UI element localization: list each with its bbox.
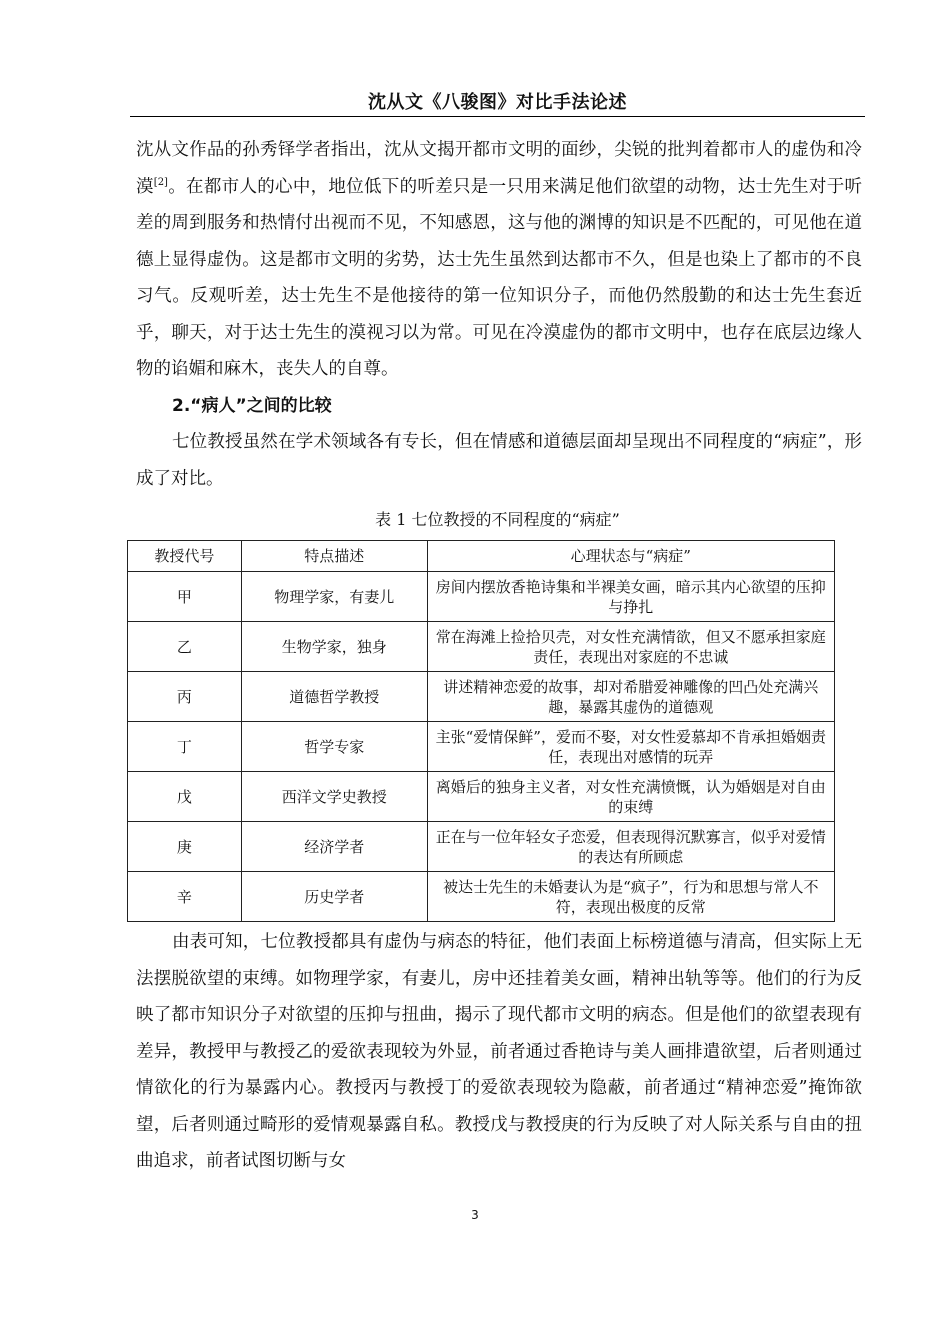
table-cell-feature: 生物学家，独身: [241, 622, 427, 672]
table-cell-feature: 经济学者: [241, 822, 427, 872]
body-top: [136, 132, 862, 497]
header-divider: [130, 116, 865, 117]
column-header: 教授代号: [128, 541, 242, 572]
table-row: [128, 672, 835, 722]
paragraph-3: 由表可知，七位教授都具有虚伪与病态的特征，他们表面上标榜道德与清高，但实际上无法摆脱欲望的束缚。如物理学家，有妻儿，房中还挂着美女画，精神出轨等等。他们的行为反映了都市知识分子对欲望的压抑与扭曲，揭示了现代都市文明的病态。但是他们的欲望表现有差异，教授甲与教授乙的爱欲表现较为外显，前者通过香艳诗与美人画排遣欲望，后者则通过情欲化的行为暴露内心。教授丙与教授丁的爱欲表现较为隐蔽，前者通过“精神恋爱”掩饰欲望，后者则通过畸形的爱情观暴露自私。教授戊与教授庚的行为反映了对人际关系与自由的扭曲追求，前者试图切断与女: [136, 932, 862, 1171]
table-cell-state: 主张“爱情保鲜”，爱而不娶，对女性爱慕却不肯承担婚姻责任，表现出对感情的玩弄: [427, 722, 834, 772]
table-cell-code: 丁: [128, 722, 242, 772]
table-cell-state: 离婚后的独身主义者，对女性充满愤慨，认为婚姻是对自由的束缚: [427, 772, 834, 822]
paragraph-2: 七位教授虽然在学术领域各有专长，但在情感和道德层面却呈现出不同程度的“病症”，形成了对比。: [136, 432, 862, 489]
paragraph-1: [136, 132, 862, 388]
column-header: 特点描述: [241, 541, 427, 572]
table-cell-code: 戊: [128, 772, 242, 822]
professors-table: [127, 540, 835, 922]
section-subheading: 2.“病人”之间的比较: [172, 395, 332, 416]
page-header-title: 沈从文《八骏图》对比手法论述: [368, 92, 627, 113]
paragraph-1-part-b: 。在都市人的心中，地位低下的听差只是一只用来满足他们欲望的动物，达士先生对于听差的周到服务和热情付出视而不见，不知感恩，这与他的渊博的知识是不匹配的，可见他在道德上显得虚伪。这是都市文明的劣势，达士先生虽然到达都市不久，但是也染上了都市的不良习气。反观听差，达士先生不是他接待的第一位知识分子，而他仍然殷勤的和达士先生套近乎，聊天，对于达士先生的漠视习以为常。可见在冷漠虚伪的都市文明中，也存在底层边缘人物的谄媚和麻木，丧失人的自尊。: [136, 176, 862, 379]
table-cell-state: 常在海滩上捡拾贝壳，对女性充满情欲，但又不愿承担家庭责任，表现出对家庭的不忠诚: [427, 622, 834, 672]
table-cell-feature: 哲学专家: [241, 722, 427, 772]
table-cell-code: 乙: [128, 622, 242, 672]
table-cell-state: 房间内摆放香艳诗集和半裸美女画，暗示其内心欲望的压抑与挣扎: [427, 572, 834, 622]
table-cell-feature: 物理学家，有妻儿: [241, 572, 427, 622]
table-row: [128, 622, 835, 672]
table-cell-state: 讲述精神恋爱的故事，却对希腊爱神雕像的凹凸处充满兴趣，暴露其虚伪的道德观: [427, 672, 834, 722]
table-cell-code: 甲: [128, 572, 242, 622]
table-row: [128, 572, 835, 622]
page-number: 3: [471, 1208, 479, 1222]
table-cell-feature: 道德哲学教授: [241, 672, 427, 722]
table-caption: 表 1 七位教授的不同程度的“病症”: [375, 510, 620, 529]
table-row: [128, 872, 835, 922]
body-bottom: [136, 924, 862, 1180]
table-cell-state: 被达士先生的未婚妻认为是“疯子”，行为和思想与常人不符，表现出极度的反常: [427, 872, 834, 922]
citation-superscript: [2]: [153, 176, 168, 188]
table-cell-state: 正在与一位年轻女子恋爱，但表现得沉默寡言，似乎对爱情的表达有所顾虑: [427, 822, 834, 872]
table-row: [128, 722, 835, 772]
table-cell-code: 庚: [128, 822, 242, 872]
column-header: 心理状态与“病症”: [427, 541, 834, 572]
table-row: [128, 822, 835, 872]
table-cell-code: 辛: [128, 872, 242, 922]
table-cell-code: 丙: [128, 672, 242, 722]
table-header-row: [128, 541, 835, 572]
paragraph-1-part-a: 沈从文作品的孙秀铎学者指出，沈从文揭开都市文明的面纱，尖锐的批判着都市人的虚伪和冷漠: [136, 140, 862, 197]
table-cell-feature: 西洋文学史教授: [241, 772, 427, 822]
table-cell-feature: 历史学者: [241, 872, 427, 922]
table-row: [128, 772, 835, 822]
